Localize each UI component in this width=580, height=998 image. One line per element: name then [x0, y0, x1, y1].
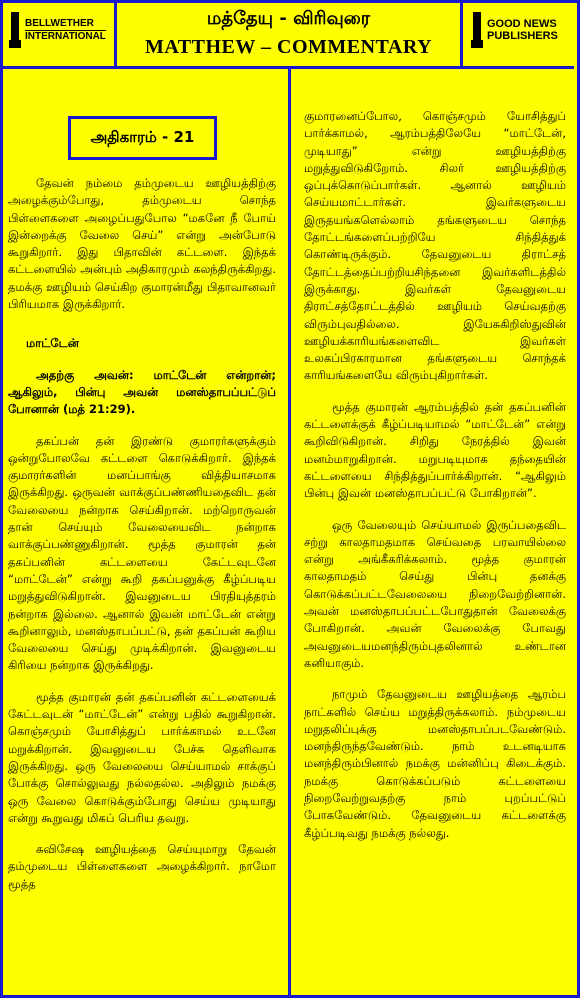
- header-left-logo-cell: [3, 0, 117, 69]
- header-title-cell: [117, 0, 463, 69]
- logo-line-2: INTERNATIONAL: [25, 30, 106, 42]
- bellwether-logo: [9, 12, 106, 48]
- left-paragraph-1: தகப்பன் தன் இரண்டு குமாரர்களுக்கும் ஒன்றுபோலவே கட்டளை கொடுக்கிறார். இந்தக் குமாரர்களின் மனப்பாங்கு வித்தியாசமாக இருக்கிறது. ஒருவன் வாக்குப்பண்ணியதைவிட தன் வேலையை நன்றாக செய்கிறான். மற்றொருவன் தான் செய்யும் வேலையைவிட நன்றாக வாக்குப்பண்ணுகிறான். மூத்த குமாரன் தன் தகப்பனின் கட்டளையை கேட்டவுடனே “மாட்டேன்” என்று கூறி தகப்பனுக்கு கீழ்ப்படிய மறுத்துவிடுகிறான். இவனுடைய பிரதியுத்தரம் நன்றாக இல்லை. ஆனால் இவன் மாட்டேன் என்று கூறினாலும், மனஸ்தாபப்பட்டு, தன் தகப்பன் கூறிய வேலையை செய்து முடிக்கிறான். இவனுடைய கிரியை நன்றாக இருக்கிறது.: [8, 433, 276, 673]
- left-column: [8, 175, 276, 893]
- logo-line-1: BELLWETHER: [25, 18, 106, 31]
- title-tamil: மத்தேயு - விரிவுரை: [206, 8, 371, 29]
- chapter-label: அதிகாரம் - 21: [68, 116, 217, 160]
- right-paragraph-2: மூத்த குமாரன் ஆரம்பத்தில் தன் தகப்பனின் கட்டளைக்குக் கீழ்ப்படியாமல் “மாட்டேன்” என்று கூறிவிடுகிறான். சிறிது நேரத்தில் இவன் மனம்மாறுகிறான். மறுபடியுமாக தந்தையின் கட்டளையை சிந்தித்துப்பார்க்கிறான். “ஆகிலும் பின்பு இவன் மனஸ்தாபப்பட்டு போகிறான்”.: [304, 399, 566, 501]
- right-paragraph-3: ஒரு வேலையும் செய்யாமல் இருப்பதைவிட சற்று காலதாமதமாக செய்வதை பரவாயில்லை என்று அங்கீகரிக்கலாம். மூத்த குமாரன் காலதாமதம் செய்து பின்பு தனக்கு கொடுக்கப்பட்டவேலையை நிறைவேற்றினான். அவன் மனஸ்தாபப்பட்டபோதுதான் வேலைக்கு போகிறான். அவன் வேலைக்கு போவது அவனுடையமனந்திரும்புதலினால் உண்டான கனியாகும்.: [304, 517, 566, 670]
- column-divider: [288, 66, 291, 995]
- tower-icon: [9, 12, 21, 48]
- logo-line-1: GOOD NEWS: [487, 18, 557, 30]
- intro-paragraph: தேவன் நம்மை தம்முடைய ஊழியத்திற்கு அழைக்கும்போது, தம்முடைய சொந்த பிள்ளைகளை அழைப்பதுபோல “மகனே நீ போய் இன்றைக்கு வேலை செய்” என்று அன்போடு கூறுகிறார். இது பிதாவின் கட்டளை. இந்தக் கட்டளையில் அன்பும் அதிகாரமும் கலந்திருக்கிறது. தமக்கு ஊழியம் செய்கிற குமாரன்மீது பிதாவானவர் பிரியமாக இருக்கிறார்.: [8, 176, 276, 312]
- verse-quote: அதற்கு அவன்: மாட்டேன் என்றான்; ஆகிலும், பின்பு அவன் மனஸ்தாபப்பட்டுப் போனான் (மத் 21:29).: [8, 367, 276, 417]
- right-column: [304, 108, 566, 842]
- section-heading: மாட்டேன்: [26, 336, 79, 351]
- title-english: MATTHEW – COMMENTARY: [144, 36, 433, 58]
- right-paragraph-4: நாமும் தேவனுடைய ஊழியத்தை ஆரம்ப நாட்களில் செய்ய மறுத்திருக்கலாம். நம்முடைய மறுதலிப்புக்கு மனஸ்தாபப்படவேண்டும். மனந்திருந்தவேண்டும். நாம் உடனடியாக மனந்திரும்பினால் நமக்கு மன்னிப்பு கிடைக்கும். நமக்கு கொடுக்கப்படும் கட்டளையை நிறைவேற்றுவதற்கு நாம் புறப்பட்டுப் போகவேண்டும். தேவனுடைய கட்டளைக்கு கீழ்ப்படிவது நமக்கு நல்லது.: [304, 687, 566, 840]
- left-paragraph-3: சுவிசேஷ ஊழியத்தை செய்யுமாறு தேவன் தம்முடைய பிள்ளைகளை அழைக்கிறார். நாமோ மூத்த: [8, 842, 276, 891]
- tower-icon: [471, 12, 483, 48]
- left-paragraph-2: மூத்த குமாரன் தன் தகப்பனின் கட்டளையைக் கேட்டவுடன் “மாட்டேன்” என்று பதில் கூறுகிறான். கொஞ்சமும் யோசித்துப் பார்க்காமல் உடனே மறுக்கிறான். இவனுடைய பேச்சு தெளிவாக இருக்கிறது. ஒரு வேலையை செய்யாமல் சாக்குப் போக்கு சொல்லுவது நல்லதல்ல. அதிலும் நமக்கு ஒரு வேலை கொடுக்கும்போது செய்ய முடியாது என்று கூறுவது மிகப் பெரிய தவறு.: [8, 689, 276, 825]
- logo-line-2: PUBLISHERS: [487, 30, 558, 42]
- header-right-logo-cell: [463, 0, 574, 69]
- good-news-logo: [471, 12, 558, 48]
- right-paragraph-1: குமாரனைப்போல, கொஞ்சமும் யோசித்துப் பார்க்காமல், ஆரம்பத்திலேயே “மாட்டேன், முடியாது” என்று ஊழியத்திற்கு மறுத்துவிடுகிறோம். சிலர் ஊழியத்திற்கு ஒப்புக்கொடுப்பார்கள். ஆனால் ஊழியம் செய்யமாட்டார்கள். இவர்களுடைய இருதயங்களெல்லாம் தங்களுடைய சொந்த தோட்டங்களைப்பற்றியே சிந்தித்துக் கொண்டிருக்கும். தேவனுடைய திராட்சத் தோட்டத்தைப்பற்றியசிந்தனை இவர்களிடத்தில் இருக்காது. இவர்கள் தேவனுடைய திராட்சத்தோட்டத்தில் ஊழியம் செய்வதற்கு விரும்புவதில்லை. இயேசுகிறிஸ்துவின் ஊழியக்காரியங்களைவிட இவர்கள் உலகப்பிரகாரமான தங்களுடைய சொந்தக் காரியங்களையே விரும்புகிறார்கள்.: [304, 109, 566, 383]
